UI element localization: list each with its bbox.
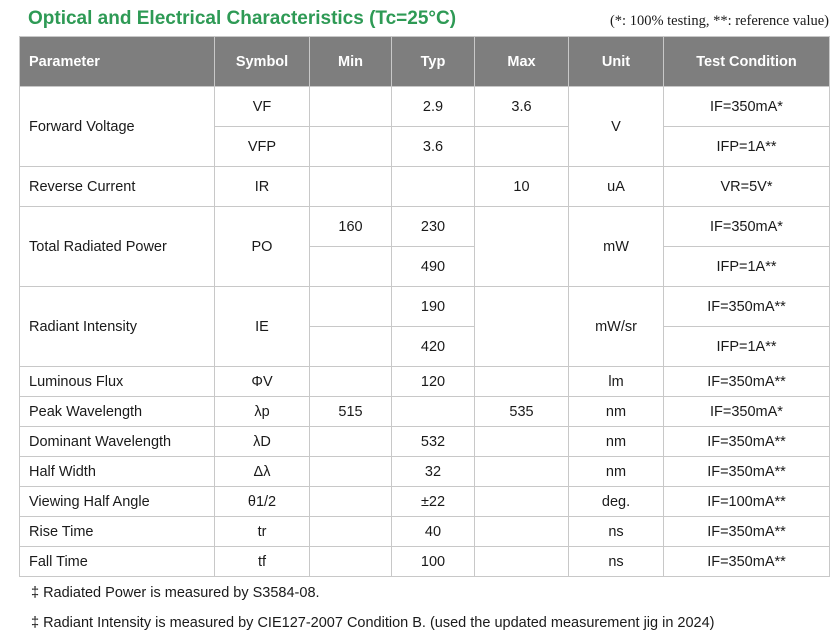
cell-unit: nm	[569, 427, 664, 457]
testing-note: (*: 100% testing, **: reference value)	[609, 13, 829, 29]
cell-parameter: Total Radiated Power	[20, 207, 215, 287]
cell-parameter: Viewing Half Angle	[20, 487, 215, 517]
cell-symbol: ΦV	[215, 367, 310, 397]
cell-max	[475, 547, 569, 577]
cell-symbol: IR	[215, 167, 310, 207]
cell-unit: ns	[569, 547, 664, 577]
table-row	[20, 87, 830, 127]
cell-symbol: PO	[215, 207, 310, 287]
characteristics-table	[19, 36, 830, 577]
table-row	[20, 397, 830, 427]
cell-condition: IF=350mA**	[664, 427, 830, 457]
cell-condition: IF=350mA*	[664, 87, 830, 127]
cell-condition: IF=350mA**	[664, 517, 830, 547]
cell-condition: IF=350mA*	[664, 397, 830, 427]
cell-typ: 120	[392, 367, 475, 397]
cell-symbol: VFP	[215, 127, 310, 167]
header-typ: Typ	[392, 37, 475, 87]
header-max: Max	[475, 37, 569, 87]
cell-min	[310, 487, 392, 517]
footnote-text: Radiant Intensity is measured by CIE127-2007 Condition B. (used the updated measurement jig in 2024)	[43, 615, 715, 631]
cell-max	[475, 127, 569, 167]
cell-max	[475, 207, 569, 287]
cell-condition: IF=350mA**	[664, 367, 830, 397]
cell-min	[310, 427, 392, 457]
cell-unit: nm	[569, 397, 664, 427]
cell-typ: 32	[392, 457, 475, 487]
cell-max: 3.6	[475, 87, 569, 127]
cell-condition: VR=5V*	[664, 167, 830, 207]
cell-min: 515	[310, 397, 392, 427]
cell-parameter: Reverse Current	[20, 167, 215, 207]
cell-min	[310, 327, 392, 367]
cell-symbol: VF	[215, 87, 310, 127]
cell-min	[310, 517, 392, 547]
cell-unit: V	[569, 87, 664, 167]
header-symbol: Symbol	[215, 37, 310, 87]
cell-typ: ±22	[392, 487, 475, 517]
cell-typ: 490	[392, 247, 475, 287]
cell-parameter: Forward Voltage	[20, 87, 215, 167]
double-dagger-mark: ‡	[31, 585, 40, 601]
cell-symbol: IE	[215, 287, 310, 367]
cell-min	[310, 247, 392, 287]
cell-max: 535	[475, 397, 569, 427]
header-parameter: Parameter	[20, 37, 215, 87]
cell-min: 160	[310, 207, 392, 247]
cell-max	[475, 457, 569, 487]
header-test-condition: Test Condition	[664, 37, 830, 87]
table-row	[20, 167, 830, 207]
cell-unit: mW	[569, 207, 664, 287]
header-min: Min	[310, 37, 392, 87]
cell-parameter: Luminous Flux	[20, 367, 215, 397]
cell-unit: deg.	[569, 487, 664, 517]
footnote	[31, 615, 715, 631]
cell-max	[475, 487, 569, 517]
cell-min	[310, 547, 392, 577]
table-header-row	[20, 37, 830, 87]
cell-condition: IFP=1A**	[664, 247, 830, 287]
table-row	[20, 427, 830, 457]
page-title: Optical and Electrical Characteristics (Tc=25°C)	[28, 8, 457, 29]
cell-min	[310, 87, 392, 127]
cell-parameter: Radiant Intensity	[20, 287, 215, 367]
cell-max	[475, 427, 569, 457]
cell-typ: 3.6	[392, 127, 475, 167]
cell-typ: 190	[392, 287, 475, 327]
cell-typ: 100	[392, 547, 475, 577]
header-unit: Unit	[569, 37, 664, 87]
cell-typ: 420	[392, 327, 475, 367]
cell-parameter: Dominant Wavelength	[20, 427, 215, 457]
cell-typ	[392, 397, 475, 427]
cell-max	[475, 517, 569, 547]
table-row	[20, 367, 830, 397]
cell-parameter: Fall Time	[20, 547, 215, 577]
cell-symbol: θ1/2	[215, 487, 310, 517]
cell-condition: IFP=1A**	[664, 127, 830, 167]
cell-condition: IF=350mA**	[664, 547, 830, 577]
cell-typ: 40	[392, 517, 475, 547]
cell-min	[310, 167, 392, 207]
cell-condition: IF=350mA*	[664, 207, 830, 247]
cell-unit: ns	[569, 517, 664, 547]
table-row	[20, 287, 830, 327]
cell-parameter: Half Width	[20, 457, 215, 487]
cell-parameter: Rise Time	[20, 517, 215, 547]
table-row	[20, 547, 830, 577]
cell-symbol: tf	[215, 547, 310, 577]
table-row	[20, 207, 830, 247]
cell-typ: 532	[392, 427, 475, 457]
table-row	[20, 517, 830, 547]
cell-condition: IF=350mA**	[664, 287, 830, 327]
cell-min	[310, 127, 392, 167]
cell-unit: mW/sr	[569, 287, 664, 367]
cell-min	[310, 287, 392, 327]
cell-symbol: λD	[215, 427, 310, 457]
cell-typ: 230	[392, 207, 475, 247]
cell-unit: nm	[569, 457, 664, 487]
cell-unit: lm	[569, 367, 664, 397]
cell-symbol: tr	[215, 517, 310, 547]
cell-condition: IFP=1A**	[664, 327, 830, 367]
footnote-text: Radiated Power is measured by S3584-08.	[43, 585, 320, 601]
cell-min	[310, 367, 392, 397]
footnote	[31, 585, 320, 601]
table-row	[20, 457, 830, 487]
cell-max	[475, 287, 569, 367]
cell-typ	[392, 167, 475, 207]
cell-condition: IF=350mA**	[664, 457, 830, 487]
cell-unit: uA	[569, 167, 664, 207]
cell-symbol: λp	[215, 397, 310, 427]
cell-max: 10	[475, 167, 569, 207]
cell-min	[310, 457, 392, 487]
cell-symbol: Δλ	[215, 457, 310, 487]
cell-typ: 2.9	[392, 87, 475, 127]
cell-parameter: Peak Wavelength	[20, 397, 215, 427]
cell-max	[475, 367, 569, 397]
table-row	[20, 487, 830, 517]
double-dagger-mark: ‡	[31, 615, 40, 631]
cell-condition: IF=100mA**	[664, 487, 830, 517]
